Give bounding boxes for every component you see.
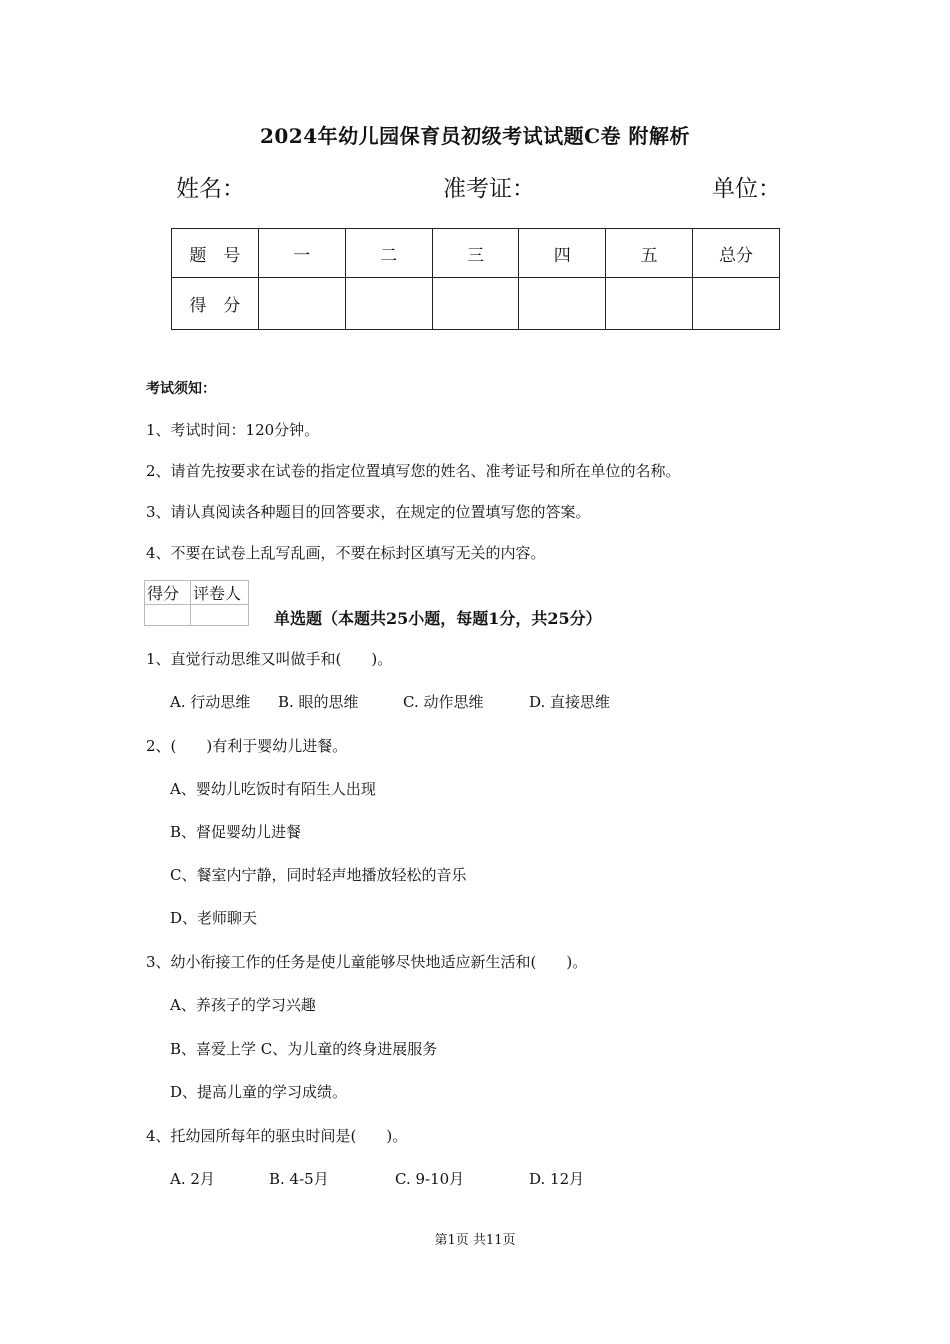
- question-option[interactable]: A、婴幼儿吃饭时有陌生人出现: [170, 780, 376, 798]
- question-option[interactable]: A. 2月: [170, 1170, 215, 1188]
- question-option[interactable]: D. 直接思维: [529, 693, 611, 711]
- question-stem: 3、幼小衔接工作的任务是使儿童能够尽快地适应新生活和( )。: [146, 953, 588, 971]
- grader-box: [144, 580, 249, 626]
- name-field-label: 姓名：: [176, 176, 245, 202]
- page-title: 2024年幼儿园保育员初级考试试题C卷 附解析: [259, 124, 691, 148]
- question-stem: 4、托幼园所每年的驱虫时间是( )。: [146, 1127, 408, 1145]
- notice-item: 2、请首先按要求在试卷的指定位置填写您的姓名、准考证号和所在单位的名称。: [146, 462, 681, 480]
- question-option[interactable]: B、督促婴幼儿进餐: [170, 823, 302, 841]
- question-option[interactable]: D、老师聊天: [170, 909, 258, 927]
- question-option[interactable]: A、养孩子的学习兴趣: [170, 996, 316, 1014]
- section-title: 单选题（本题共25小题，每题1分，共25分）: [274, 609, 602, 628]
- score-row-label: 得 分: [172, 278, 259, 330]
- score-cell[interactable]: [432, 278, 519, 330]
- question-option[interactable]: A. 行动思维: [170, 693, 251, 711]
- score-header-cell: 一: [258, 229, 345, 278]
- score-table-score-row: [172, 278, 780, 330]
- score-cell[interactable]: [693, 278, 780, 330]
- question-stem: 2、( )有利于婴幼儿进餐。: [146, 737, 348, 755]
- score-cell[interactable]: [606, 278, 693, 330]
- unit-field-label: 单位：: [712, 176, 781, 202]
- notice-item: 1、考试时间：120分钟。: [146, 421, 320, 439]
- notice-item: 3、请认真阅读各种题目的回答要求，在规定的位置填写您的答案。: [146, 503, 591, 521]
- score-header-cell: 五: [606, 229, 693, 278]
- grader-reviewer-cell[interactable]: [191, 605, 249, 626]
- grader-reviewer-label: 评卷人: [191, 581, 249, 605]
- page-footer: 第1页 共11页: [434, 1233, 516, 1248]
- question-stem: 1、直觉行动思维又叫做手和( )。: [146, 650, 393, 668]
- notice-item: 4、不要在试卷上乱写乱画，不要在标封区填写无关的内容。: [146, 544, 546, 562]
- question-option[interactable]: C. 9-10月: [395, 1170, 465, 1188]
- score-cell[interactable]: [345, 278, 432, 330]
- score-header-cell: 三: [432, 229, 519, 278]
- score-header-cell: 题 号: [172, 229, 259, 278]
- score-header-cell: 总分: [693, 229, 780, 278]
- question-option[interactable]: B、喜爱上学 C、为儿童的终身进展服务: [170, 1040, 438, 1058]
- question-option[interactable]: D. 12月: [529, 1170, 585, 1188]
- score-table-header-row: [172, 229, 780, 278]
- question-option[interactable]: D、提高儿童的学习成绩。: [170, 1083, 348, 1101]
- grader-score-label: 得分: [145, 581, 191, 605]
- question-option[interactable]: B. 4-5月: [269, 1170, 329, 1188]
- question-option[interactable]: C. 动作思维: [403, 693, 484, 711]
- score-table: [171, 228, 780, 330]
- question-option[interactable]: B. 眼的思维: [278, 693, 359, 711]
- score-cell[interactable]: [519, 278, 606, 330]
- score-header-cell: 四: [519, 229, 606, 278]
- score-cell[interactable]: [258, 278, 345, 330]
- question-option[interactable]: C、餐室内宁静，同时轻声地播放轻松的音乐: [170, 866, 467, 884]
- score-header-cell: 二: [345, 229, 432, 278]
- grader-score-cell[interactable]: [145, 605, 191, 626]
- ticket-field-label: 准考证：: [443, 176, 535, 202]
- notice-title: 考试须知：: [146, 381, 216, 397]
